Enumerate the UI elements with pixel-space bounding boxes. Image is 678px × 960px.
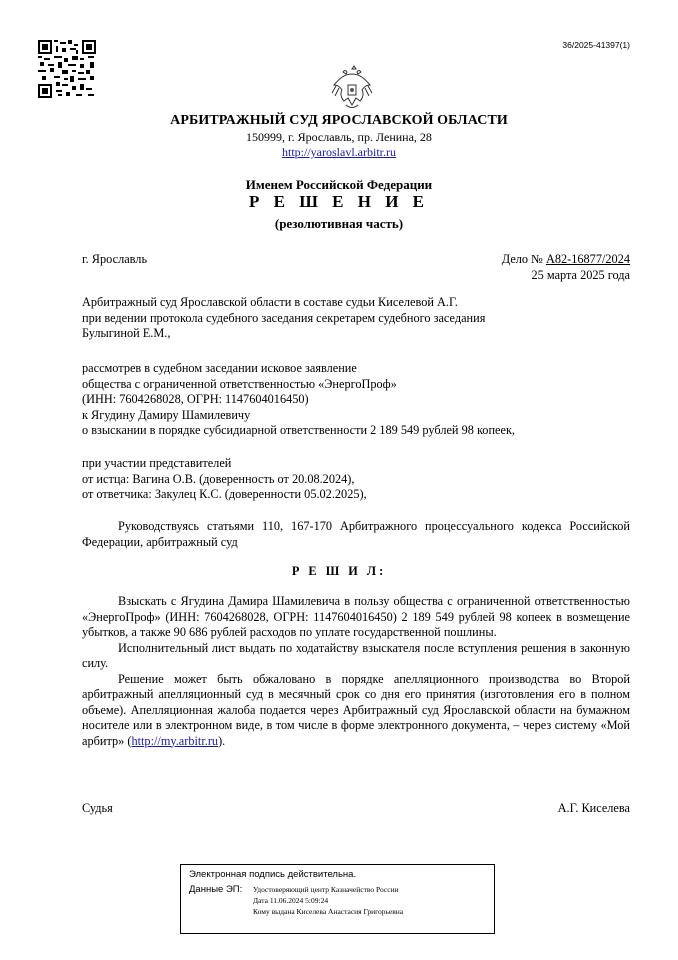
guided-by-paragraph: Руководствуясь статьями 110, 167-170 Арбитражного процессуального кодекса Российской Федерации, арбитражный суд [82,519,630,549]
judge-label: Судья [82,801,113,815]
qr-code [38,40,96,98]
document-subtitle: (резолютивная часть) [274,216,404,231]
decided-heading: Р Е Ш И Л: [291,564,387,578]
e-signature-box [180,864,495,934]
participants-paragraph: при участии представителей от истца: Вагина О.В. (доверенность от 20.08.2024), от ответчика: Закулец К.С. (доверенности 05.02.2025), [82,456,367,501]
court-name: АРБИТРАЖНЫЙ СУД ЯРОСЛАВСКОЙ ОБЛАСТИ [170,113,508,128]
decision-paragraph: Исполнительный лист выдать по ходатайству взыскателя после вступления решения в законную силу. [82,640,630,670]
coat-of-arms-icon [330,65,374,111]
appeal-paragraph: Решение может быть обжаловано в порядке апелляционного производства во Второй арбитражный апелляционный суд в месячный срок со дня его принятия (изготовления его в полном объеме). Апелляционная жалоба подается через Арбитражный суд Ярославской области на бумажном носителе или в электронном виде, в том числе в форме электронного документа, – через систему «Мой арбитр» (http://my.arbitr.ru). [82,671,630,748]
decision-paragraph: Взыскать с Ягудина Дамира Шамилевича в пользу общества с ограниченной ответственностью «ЭнергоПроф» (ИНН: 7604268028, ОГРН: 1147604016450) 2 189 549 рублей 98 копеек в возмещение убытков, а также 90 686 рублей расходов по уплате государственной пошлины. [82,594,630,639]
case-number-value: А82-16877/2024 [545,252,630,266]
case-number: Дело № А82-16877/2024 [501,252,630,266]
decision-paragraphs [82,594,630,749]
on-behalf-heading: Именем Российской Федерации [245,177,433,192]
document-title: Р Е Ш Е Н И Е [248,192,429,211]
claim-paragraph: рассмотрев в судебном заседании исковое заявление общества с ограниченной ответственностью «ЭнергоПроф» (ИНН: 7604268028, ОГРН: 1147604016450) к Ягудину Дамиру Шамилевичу о взыскании в порядке субсидиарной ответственности 2 189 549 рублей 98 копеек, [82,361,515,437]
court-address: 150999, г. Ярославль, пр. Ленина, 28 [246,130,432,144]
city: г. Ярославль [82,252,148,266]
e-signature-details: Удостоверяющий центр Казначейство России Дата 11.06.2024 5:09:24 Кому выдана Киселева Анастасия Григорьевна [253,885,404,916]
my-arbitr-link[interactable]: http://my.arbitr.ru [131,733,219,748]
court-website-link[interactable]: http://yaroslavl.arbitr.ru [282,145,396,159]
judge-name: А.Г. Киселева [557,801,630,815]
e-signature-label: Данные ЭП: [189,884,243,895]
intro-paragraph: Арбитражный суд Ярославской области в составе судьи Киселевой А.Г. при ведении протокола судебного заседания секретарем судебного заседания Булыгиной Е.М., [82,295,486,340]
e-signature-valid: Электронная подпись действительна. [189,869,357,880]
decision-date: 25 марта 2025 года [531,268,630,282]
document-number: 36/2025-41397(1) [562,40,630,50]
